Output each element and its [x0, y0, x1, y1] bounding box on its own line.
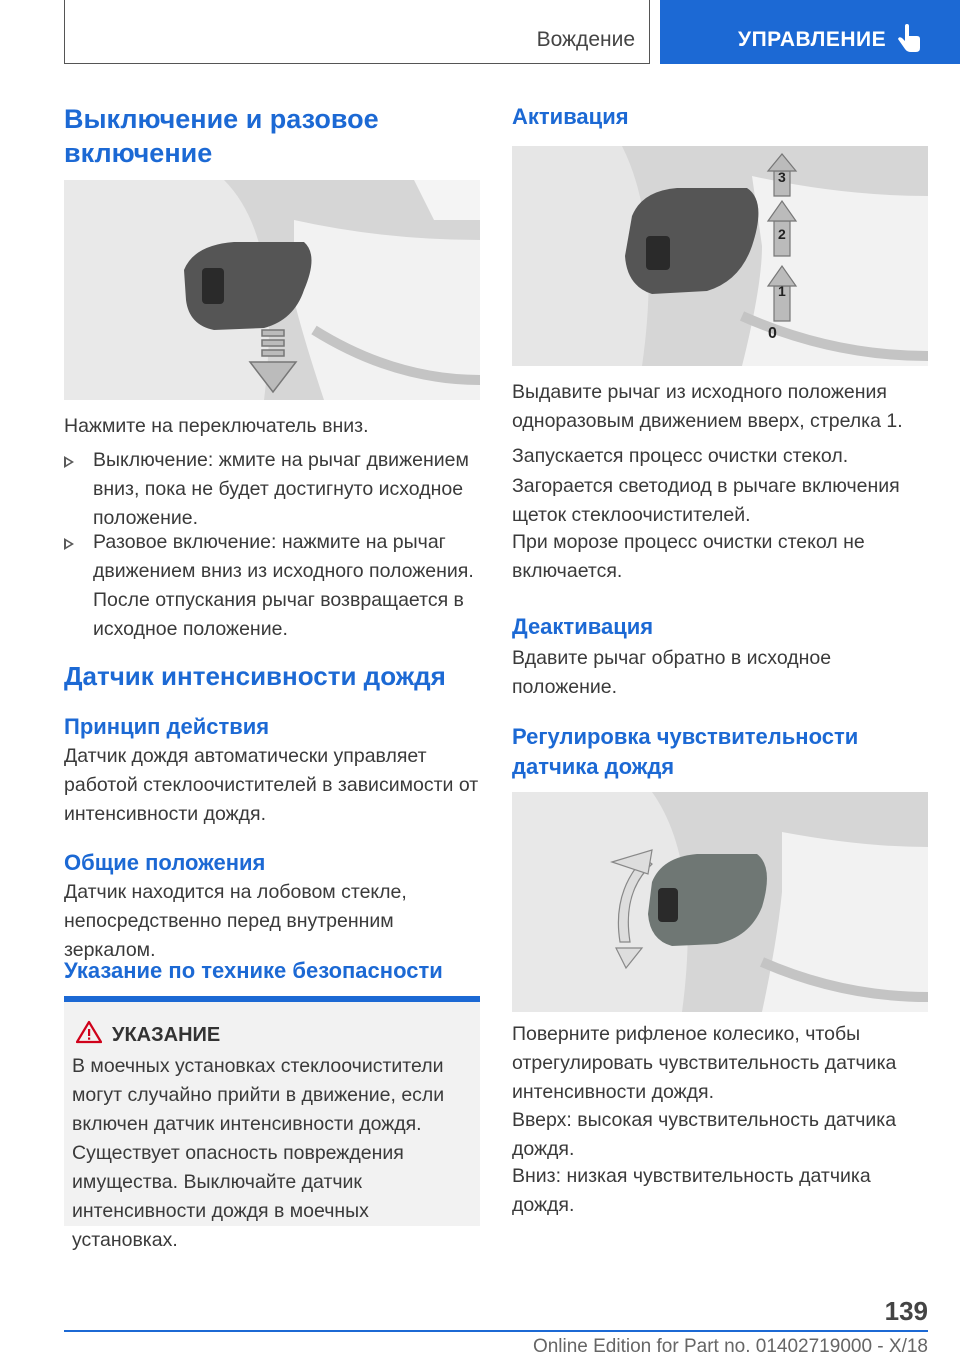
- header-section-box: [64, 0, 650, 64]
- bullet-text: Разовое включение: нажмите на рычаг движением вниз из исходного положения.: [93, 531, 474, 582]
- bullet-item: [64, 446, 480, 536]
- activation-text-4: При морозе процесс очистки стекол не включается.: [512, 531, 865, 582]
- rain-sensor-heading: Датчик интенсивности дождя: [64, 661, 446, 691]
- principle-text: Датчик дождя автоматически управляет работой стеклоочистителей в зависимости от интенсивности дождя.: [64, 745, 479, 825]
- knurled-wheel-image: [512, 792, 928, 1012]
- sensitivity-text-2: Вверх: высокая чувствительность датчика дождя.: [512, 1109, 897, 1160]
- header-chapter-tab[interactable]: [660, 0, 960, 64]
- sensitivity-text-1: Поверните рифленое колесико, чтобы отрегулировать чувствительность датчика интенсивности дождя.: [512, 1023, 897, 1103]
- bullet-triangle-icon: [64, 456, 74, 468]
- page-number: 139: [884, 1296, 928, 1326]
- general-heading: Общие положения: [64, 850, 266, 875]
- activation-text-1: Выдавите рычаг из исходного положения одноразовым движением вверх, стрелка 1.: [512, 381, 903, 432]
- arrow-label-2: 2: [778, 226, 786, 242]
- principle-heading: Принцип действия: [64, 714, 270, 739]
- page-title: Выключение и разовое включение: [64, 104, 379, 168]
- arrow-label-0: 0: [768, 325, 777, 342]
- sensitivity-heading: Регулировка чувствительности датчика дождя: [512, 724, 859, 779]
- footer-edition-text: Online Edition for Part no. 01402719000 - X/18: [532, 1336, 928, 1357]
- lever-press-up-image: [512, 146, 928, 366]
- warning-text: В моечных установках стеклоочистители могут случайно прийти в движение, если включен датчик интенсивности дождя. Существует опасность повреждения имущества. Выключайте датчик интенсивности дождя в моечных установках.: [72, 1055, 445, 1251]
- header-section-label: Вождение: [536, 28, 635, 51]
- intro-text: Нажмите на переключатель вниз.: [64, 415, 369, 437]
- bullet-item: [64, 528, 480, 588]
- activation-heading: Активация: [512, 104, 629, 129]
- general-text: Датчик находится на лобовом стекле, непосредственно перед внутренним зеркалом.: [64, 881, 407, 961]
- arrow-label-3: 3: [778, 169, 786, 185]
- warning-triangle-icon: [76, 1020, 102, 1044]
- warning-title: УКАЗАНИЕ: [112, 1024, 221, 1046]
- after-bullet-text: После отпускания рычаг возвращается в исходное положение.: [93, 589, 464, 640]
- deactivation-heading: Деактивация: [512, 614, 654, 639]
- header-chapter-label: УПРАВЛЕНИЕ: [738, 28, 887, 51]
- footer-divider: [64, 1330, 928, 1332]
- safety-heading: Указание по технике безопасности: [64, 958, 443, 983]
- bullet-triangle-icon: [64, 538, 74, 550]
- lever-press-down-image: [64, 180, 480, 400]
- activation-text-3: Загорается светодиод в рычаге включения щеток стеклоочистителей.: [512, 475, 900, 526]
- bullet-text: Выключение: жмите на рычаг движением вниз, пока не будет достигнуто исходное положение.: [93, 449, 469, 529]
- activation-text-2: Запускается процесс очистки стекол.: [512, 445, 849, 467]
- sensitivity-text-3: Вниз: низкая чувствительность датчика дождя.: [512, 1165, 871, 1216]
- deactivation-text: Вдавите рычаг обратно в исходное положение.: [512, 647, 832, 698]
- arrow-label-1: 1: [778, 283, 786, 299]
- hand-pointing-icon: [892, 22, 926, 56]
